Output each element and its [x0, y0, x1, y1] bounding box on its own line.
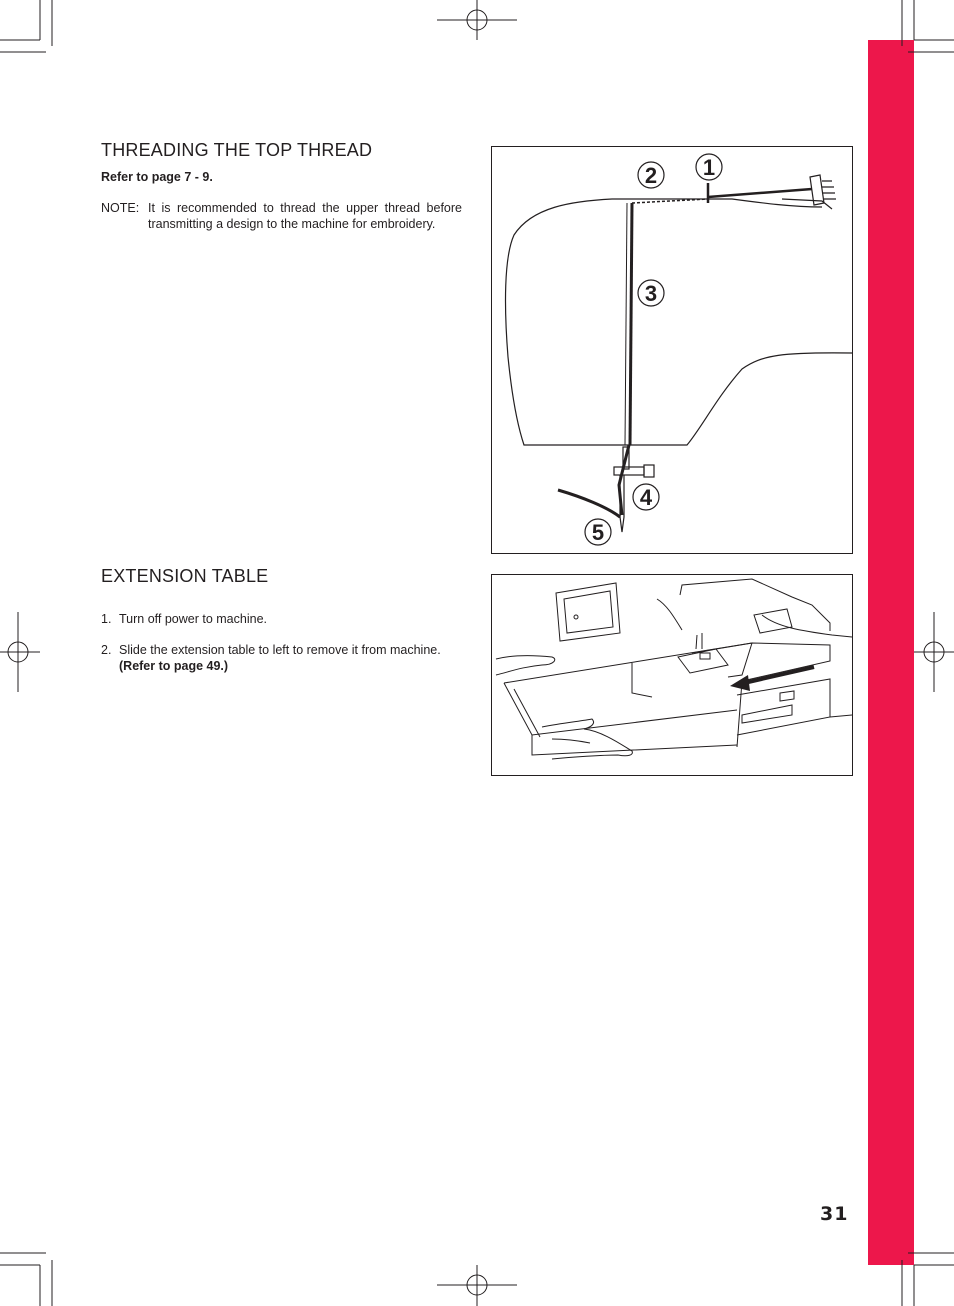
svg-text:3: 3	[644, 281, 658, 306]
step-1-number: 1.	[101, 612, 112, 626]
slide-arrow	[730, 667, 814, 691]
svg-text:1: 1	[702, 155, 716, 180]
refer-text: Refer to page 7 - 9.	[101, 170, 213, 184]
callout-5	[585, 519, 611, 545]
svg-text:2: 2	[644, 163, 658, 188]
threading-illustration	[492, 147, 852, 553]
page-number: 31	[820, 1203, 849, 1225]
callout-2	[638, 162, 664, 188]
step-2-number: 2.	[101, 643, 112, 657]
svg-text:4: 4	[639, 485, 653, 510]
callout-3	[638, 280, 664, 306]
step-2-ref: (Refer to page 49.)	[119, 659, 229, 673]
step-1-text: Turn off power to machine.	[119, 612, 267, 626]
extension-table-illustration	[492, 575, 852, 775]
callout-1	[696, 154, 722, 180]
section-heading-threading: THREADING THE TOP THREAD	[101, 140, 373, 160]
note-text: It is recommended to thread the upper thread before transmitting a design to the machine for embroidery.	[148, 201, 462, 231]
threading-figure	[491, 146, 853, 554]
step-2-text: Slide the extension table to left to remove it from machine.	[119, 643, 441, 657]
note-label: NOTE:	[101, 201, 140, 215]
section-heading-extension-table: EXTENSION TABLE	[101, 566, 269, 586]
callout-4	[633, 484, 659, 510]
svg-text:5: 5	[591, 520, 605, 545]
extension-table-figure	[491, 574, 853, 776]
